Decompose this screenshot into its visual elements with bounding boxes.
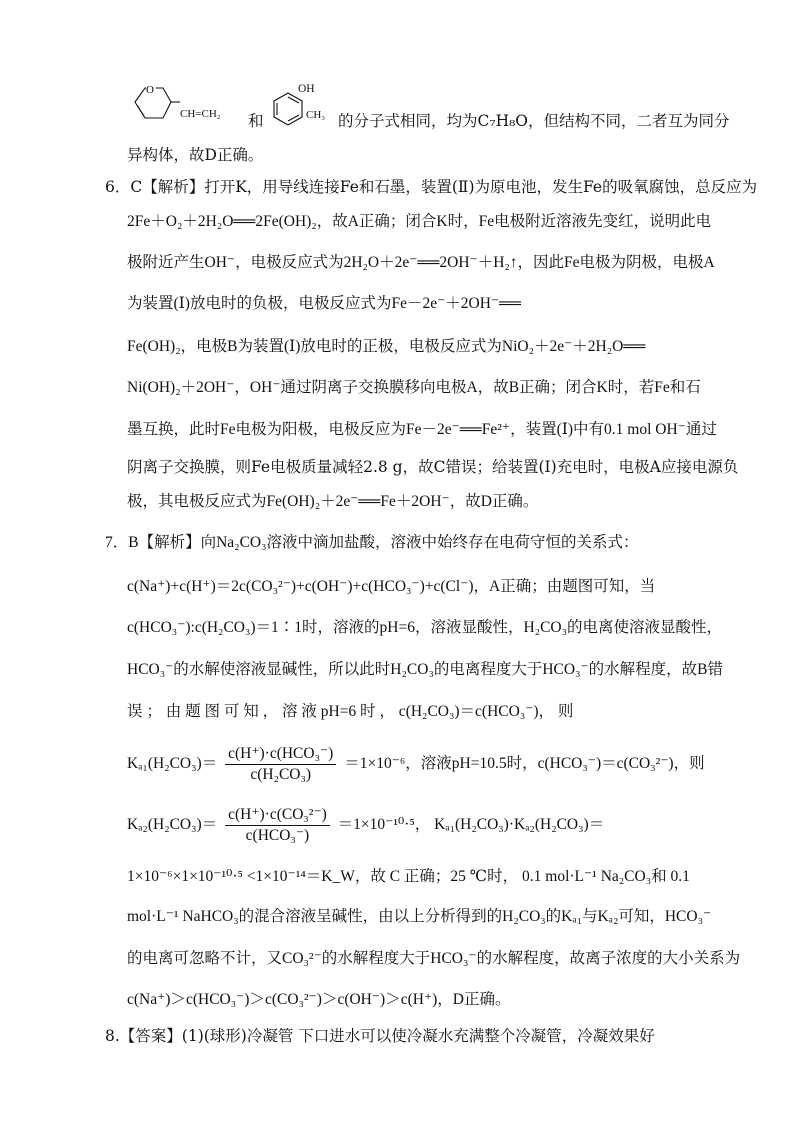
q6-line1: 6．C【解析】打开K，用导线连接Fe和石墨，装置(Ⅱ)为原电池，发生Fe的吸氧腐蚀，总反应为 — [105, 178, 758, 196]
q6-line9: 极，其电极反应式为Fe(OH)₂＋2e⁻══Fe＋2OH⁻，故D正确。 — [127, 493, 539, 510]
q6-line4: 为装置(Ⅰ)放电时的负极，电极反应式为Fe－2e⁻＋2OH⁻══ — [127, 295, 522, 312]
q6-line8: 阴离子交换膜，则Fe电极质量减轻2.8 g，故C错误；给装置(Ⅰ)充电时，电极A应接电源负 — [127, 458, 739, 476]
q6-line3: 极附近产生OH⁻，电极反应式为2H₂O＋2e⁻══2OH⁻＋H₂↑，因此Fe电极为阴极，电极A — [127, 254, 715, 271]
q6-line6: Ni(OH)₂＋2OH⁻，OH⁻通过阴离子交换膜移向电极A，故B正确；闭合K时，若Fe和石 — [127, 379, 701, 396]
q7-line1: 7．B【解析】向Na₂CO₃溶液中滴加盐酸，溶液中始终存在电荷守恒的关系式： — [105, 534, 639, 551]
q7-line9: mol·L⁻¹ NaHCO₃的混合溶液呈碱性，由以上分析得到的H₂CO₃的Kₐ₁与Kₐ₂可知，HCO₃⁻ — [127, 908, 712, 925]
ka1-fraction — [225, 744, 336, 785]
ka2-lhs: Kₐ₂(H₂CO₃)＝ — [127, 816, 218, 834]
and-text: 和 — [248, 112, 264, 130]
q5-line1: 的分子式相同，均为C₇H₈O，但结构不同，二者互为同分 — [338, 112, 730, 130]
q5-line2: 异构体，故D正确。 — [127, 146, 264, 164]
q6-line2: 2Fe＋O₂＋2H₂O══2Fe(OH)₂，故A正确；闭合K时，Fe电极附近溶液先变红，说明此电 — [127, 213, 712, 230]
q7-equation-ka2 — [127, 805, 604, 855]
mol2-oh: OH — [298, 83, 315, 95]
svg-text:O: O — [146, 84, 154, 96]
ka1-denominator: c(H₂CO₃) — [250, 766, 312, 783]
q6-line7: 墨互换，此时Fe电极为阳极，电极反应为Fe－2e⁻══Fe²⁺，装置(Ⅰ)中有0.1 mol OH⁻通过 — [127, 421, 717, 438]
ka1-lhs: Kₐ₁(H₂CO₃)＝ — [127, 755, 218, 773]
q7-line4: HCO₃⁻的水解使溶液显碱性，所以此时H₂CO₃的电离程度大于HCO₃⁻的水解程度，故B错 — [127, 661, 723, 678]
q7-equation-ka1 — [127, 744, 705, 794]
q7-line3: c(HCO₃⁻):c(H₂CO₃)＝1∶1时，溶液的pH=6，溶液显酸性，H₂CO₃的电离使溶液显酸性， — [127, 619, 723, 636]
q6-line5: Fe(OH)₂，电极B为装置(Ⅰ)放电时的正极，电极反应式为NiO₂＋2e⁻＋2H₂O══ — [127, 338, 646, 355]
q7-line8: 1×10⁻⁶×1×10⁻¹⁰·⁵ <1×10⁻¹⁴＝K_W，故 C 正确；25 ℃时， 0.1 mol·L⁻¹ Na₂CO₃和 0.1 — [127, 868, 690, 885]
q7-line11: c(Na⁺)＞c(HCO₃⁻)＞c(CO₃²⁻)＞c(OH⁻)＞c(H⁺)，D正确。 — [127, 991, 511, 1008]
ka2-numerator: c(H⁺)·c(CO₃²⁻) — [225, 805, 330, 826]
q7-line5: 误 ； 由 题 图 可 知 ， 溶 液 pH=6 时 ， c(H₂CO₃)＝c(HCO₃⁻)， 则 — [127, 703, 574, 720]
q7-line2: c(Na⁺)+c(H⁺)＝2c(CO₃²⁻)+c(OH⁻)+c(HCO₃⁻)+c(Cl⁻)，A正确；由题图可知，当 — [127, 578, 656, 595]
q8-line1: 8.【答案】(1)(球形)冷凝管 下口进水可以使冷凝水充满整个冷凝管，冷凝效果好 — [105, 1027, 655, 1045]
ka1-rhs: ＝1×10⁻⁶，溶液pH=10.5时，c(HCO₃⁻)＝c(CO₃²⁻)，则 — [344, 755, 705, 773]
q7-line10: 的电离可忽略不计，又CO₃²⁻的水解程度大于HCO₃⁻的水解程度，故离子浓度的大小关系为 — [127, 950, 741, 967]
ka1-numerator: c(H⁺)·c(HCO₃⁻) — [225, 744, 336, 765]
ka2-fraction — [225, 805, 330, 846]
mol2-ch3: CH₃ — [306, 109, 326, 121]
ka2-rhs: ＝1×10⁻¹⁰·⁵， Kₐ₁(H₂CO₃)·Kₐ₂(H₂CO₃)＝ — [337, 816, 605, 834]
mol1-substituent: CH=CH₂ — [180, 108, 221, 120]
ka2-denominator: c(HCO₃⁻) — [245, 827, 310, 844]
